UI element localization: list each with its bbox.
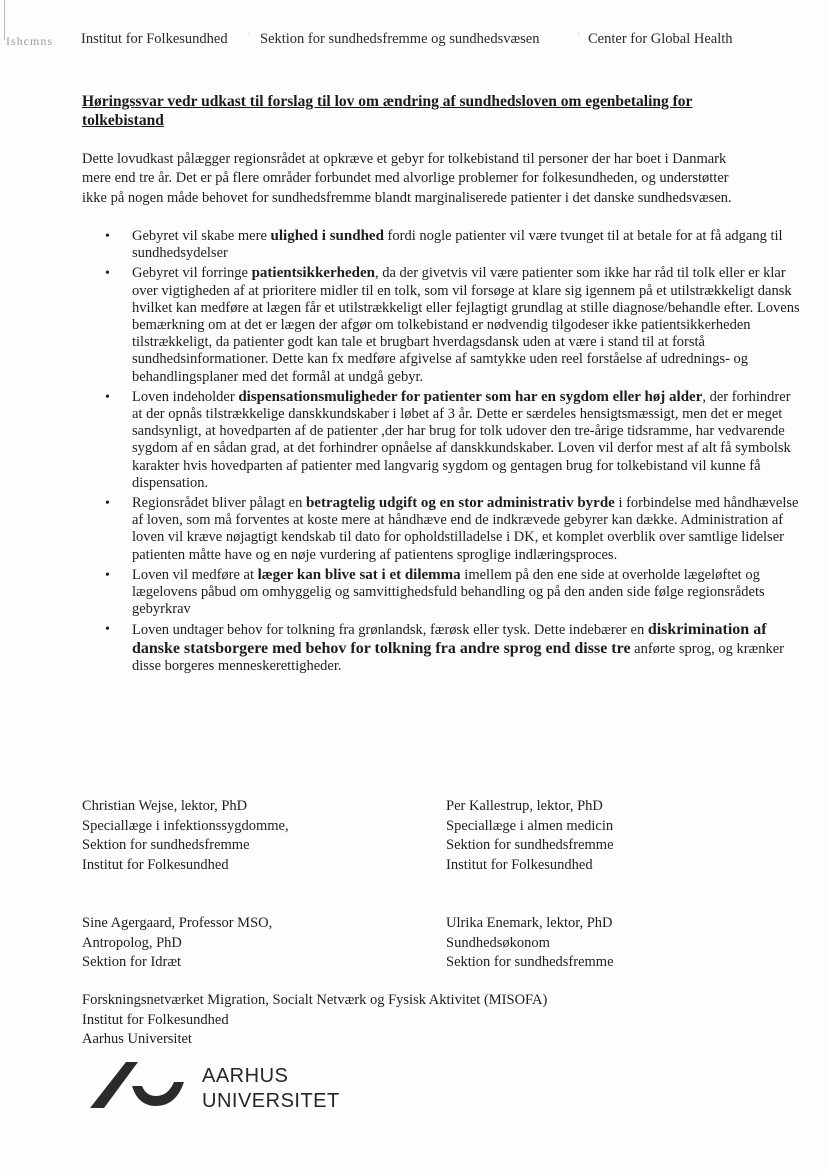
- signatory-name: Sine Agergaard, Professor MSO,: [82, 915, 273, 931]
- document-title: Høringssvar vedr udkast til forslag til lov om ændring af sundhedsloven om egenbetaling for tolkebistand: [82, 93, 693, 129]
- signatory-line: Speciallæge i infektionssygdomme,: [82, 817, 289, 834]
- network-institut: Institut for Folkesundhed: [82, 1011, 229, 1028]
- signatory-line: Sektion for sundhedsfremme: [446, 954, 614, 971]
- signatory-line: Antropolog, PhD: [82, 934, 182, 951]
- point-text: Loven vil medføre at: [132, 566, 258, 583]
- network-name: Forskningsnetværket Migration, Socialt Netværk og Fysisk Aktivitet (MISOFA): [82, 992, 548, 1008]
- point-text: imellem på den ene side at overholde lægeløftet og lægelovens påbud om omhyggelig og samvittighedsfuld behandling og på den anden side følge regionsrådets gebyrkrav: [132, 566, 765, 618]
- bullet-icon: •: [105, 496, 110, 512]
- point-text: Gebyret vil skabe mere: [132, 228, 271, 244]
- aarhus-university-logo-icon: [88, 1060, 198, 1116]
- signatory-name: Christian Wejse, lektor, PhD: [82, 798, 248, 814]
- point-emphasis: ulighed i sundhed: [270, 228, 384, 244]
- point-emphasis: dispensationsmuligheder for patienter som har en sygdom eller høj alder: [238, 388, 703, 405]
- point-text: anførte sprog, og krænker disse borgeres menneskerettigheder.: [132, 640, 784, 674]
- logo-word-universitet: UNIVERSITET: [202, 1090, 340, 1112]
- letterhead-separator: ·: [247, 29, 251, 40]
- bullet-icon: •: [105, 266, 110, 282]
- bullet-list: [82, 228, 802, 678]
- list-item: [105, 495, 802, 564]
- list-item: [105, 388, 802, 492]
- signatory-line: Sektion for sundhedsfremme: [446, 837, 614, 854]
- point-emphasis: diskrimination af danske statsborgere med behov for tolkning fra andre sprog end disse tre: [132, 621, 767, 657]
- list-item: [105, 621, 802, 675]
- signatory-block: [446, 797, 614, 875]
- signatory-line: Sundhedsøkonom: [446, 934, 550, 951]
- list-item: [105, 228, 802, 262]
- point-text: , da der givetvis vil være patienter som ikke har råd til tolk eller er klar over vigtigheden af at prioritere midler til en tolk, som vil forsøge at klare sig igennem på et utilstrækkeligt dansk hvilket kan medføre at lægen får et utilstrækkeligt eller fejlagtigt grundlag at stille diagnose/behandle efter. Lovens bemærkning om at det er lægen der afgør om tolkebistand er nødvendig tilgodeser ikke patientsikkerheden tilstrækkeligt, da patienter godt kan tale et brugbart hverdagsdansk uden at være i stand til at forstå sundhedsinformationer. Dette kan fx medføre afgivelse af samtykke uden reel forståelse af udrednings- og behandlingsplaner med det formål at undgå gebyr.: [132, 265, 800, 385]
- letterhead-institut: Institut for Folkesundhed: [81, 31, 228, 47]
- letterhead-separator: ·: [577, 29, 581, 40]
- list-item: [105, 265, 802, 385]
- letterhead-faded-text: Ishcmns: [6, 34, 53, 48]
- signatory-name: Ulrika Enemark, lektor, PhD: [446, 915, 613, 931]
- signatory-name: Per Kallestrup, lektor, PhD: [446, 798, 603, 814]
- point-emphasis: betragtelig udgift og en stor administrativ byrde: [305, 495, 615, 512]
- letterhead-sektion: Sektion for sundhedsfremme og sundhedsvæsen: [260, 31, 540, 47]
- signatory-line: Speciallæge i almen medicin: [446, 817, 614, 834]
- point-text: Loven undtager behov for tolkning fra grønlandsk, færøsk eller tysk. Dette indebærer en: [132, 622, 648, 639]
- research-network-block: [82, 991, 547, 1050]
- letterhead-center: Center for Global Health: [588, 31, 733, 47]
- signatory-line: Institut for Folkesundhed: [82, 856, 229, 873]
- signatory-line: Institut for Folkesundhed: [446, 856, 593, 873]
- point-text: fordi nogle patienter vil være tvunget til at betale for at få adgang til sundhedsydelser: [132, 228, 783, 262]
- point-text: , der forhindrer at der opnås tilstrækkelige danskkundskaber i løbet af 3 år. Dette er særdeles hensigtsmæssigt, men det er meget sandsynligt, at hovedparten af de patienter ,der har brug for tolk udover den tre-årige tidsramme, har vedvarende sygdom af en sådan grad, at det forhindrer opnåelse af danskkundskaber. Loven vil derfor mest af alt få symbolsk karakter hvis hovedparten af patienter med langvarig sygdom og gentagen brug for tolkebistand vil kunne få dispensation.: [132, 388, 791, 491]
- bullet-icon: •: [105, 567, 110, 583]
- signatory-block: [446, 914, 614, 973]
- bullet-icon: •: [105, 389, 110, 405]
- point-emphasis: læger kan blive sat i et dilemma: [257, 566, 461, 583]
- network-university: Aarhus Universitet: [82, 1031, 192, 1048]
- signatory-block: [82, 914, 272, 973]
- point-text: Loven indeholder: [132, 388, 239, 405]
- list-item: [105, 566, 802, 619]
- aarhus-university-logo: [88, 1060, 348, 1120]
- bullet-icon: •: [105, 622, 110, 638]
- signatory-line: Sektion for sundhedsfremme: [82, 837, 250, 854]
- signatory-block: [82, 797, 289, 875]
- point-text: i forbindelse med håndhævelse af loven, som må forventes at koste mere at håndhæve end de indkrævede gebyrer kan dække. Administration af loven vil kræve nøjagtigt kendskab til dato for opholdstilladelse i DK, et komplet overblik over samtlige lidelser patienten måtte have og en nøje vurdering af patientens sproglige indlæringsproces.: [132, 495, 799, 563]
- letterhead: [0, 31, 828, 53]
- logo-word-aarhus: AARHUS: [202, 1065, 289, 1087]
- intro-paragraph: Dette lovudkast pålægger regionsrådet at opkræve et gebyr for tolkebistand til personer der har boet i Danmark mere end tre år. Det er på flere områder forbundet med alvorlige problemer for folkesundheden, og understøtter ikke på nogen måde behovet for sundhedsfremme blandt marginaliserede patienter i det danske sundhedsvæsen.: [82, 151, 732, 206]
- signatory-line: Sektion for Idræt: [82, 954, 182, 971]
- point-emphasis: patientsikkerheden: [251, 265, 375, 282]
- point-text: Gebyret vil forringe: [132, 265, 252, 282]
- bullet-icon: •: [105, 229, 110, 244]
- point-text: Regionsrådet bliver pålagt en: [132, 495, 306, 512]
